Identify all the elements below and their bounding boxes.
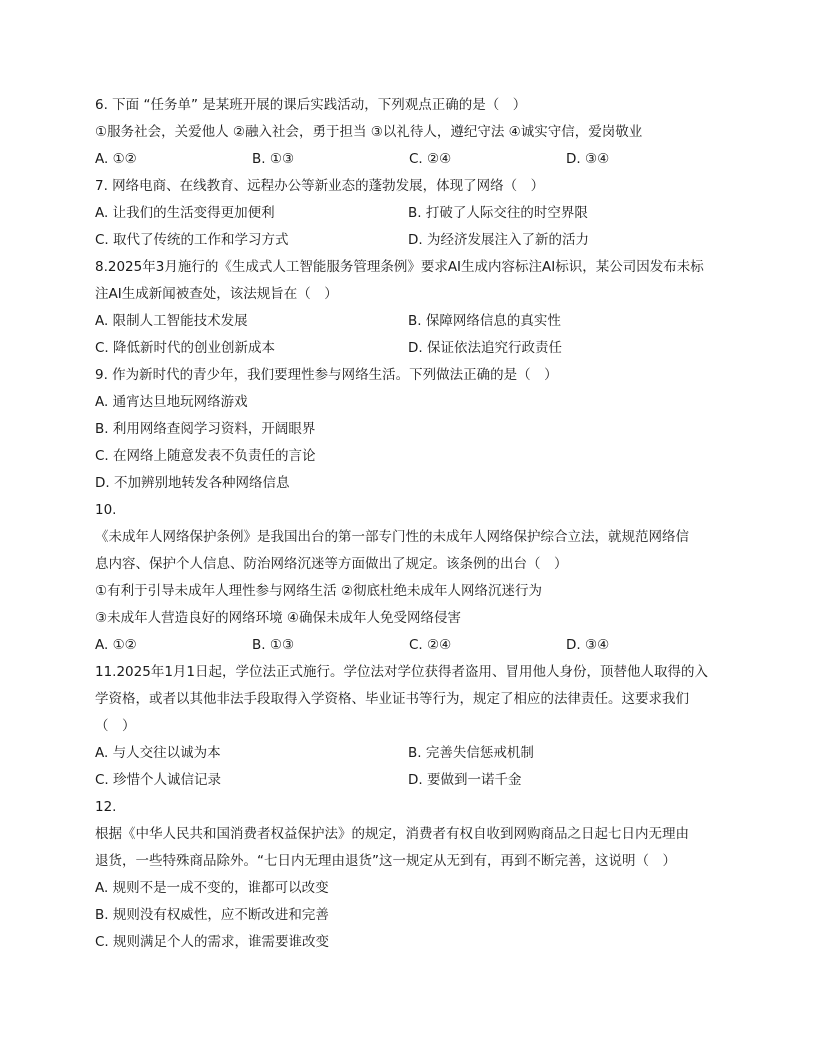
option-b: B. 规则没有权威性，应不断改进和完善 — [95, 907, 329, 923]
question-11-stem-line1: 11.2025年1月1日起，学位法正式施行。学位法对学位获得者盗用、冒用他人身份，顶替他人取得的入 — [95, 664, 709, 680]
question-12-stem-line2: 退货，一些特殊商品除外。“七日内无理由退货”这一规定从无到有，再到不断完善，这说明（ ） — [95, 853, 676, 869]
question-8-stem-line2: 注AI生成新闻被查处，该法规旨在（ ） — [95, 286, 338, 302]
option-c: C. ②④ — [409, 151, 452, 167]
exam-page — [95, 92, 725, 956]
option-a: A. ①② — [95, 637, 137, 653]
option-b: B. 打破了人际交往的时空界限 — [408, 205, 588, 221]
question-10-options — [95, 632, 725, 659]
question-8-stem-line1: 8.2025年3月施行的《生成式人工智能服务管理条例》要求AI生成内容标注AI标识，某公司因发布未标 — [95, 259, 704, 275]
question-7-options-row2 — [95, 227, 725, 254]
option-c: C. 取代了传统的工作和学习方式 — [95, 232, 289, 248]
option-a: A. 让我们的生活变得更加便利 — [95, 205, 275, 221]
option-b: B. ①③ — [252, 151, 295, 167]
option-a: A. 限制人工智能技术发展 — [95, 313, 248, 329]
question-10-statements-line1: ①有利于引导未成年人理性参与网络生活 ②彻底杜绝未成年人网络沉迷行为 — [95, 583, 542, 599]
question-6-options — [95, 146, 725, 173]
question-8-options-row2 — [95, 335, 725, 362]
question-9-stem: 9. 作为新时代的青少年，我们要理性参与网络生活。下列做法正确的是（ ） — [95, 367, 558, 383]
option-d: D. 为经济发展注入了新的活力 — [408, 232, 589, 248]
question-12-stem-line1: 根据《中华人民共和国消费者权益保护法》的规定，消费者有权自收到网购商品之日起七日内无理由 — [95, 826, 689, 842]
question-11-stem-line2: 学资格，或者以其他非法手段取得入学资格、毕业证书等行为，规定了相应的法律责任。这要求我们 — [95, 691, 689, 707]
question-6-statements: ①服务社会，关爱他人 ②融入社会，勇于担当 ③以礼待人，遵纪守法 ④诚实守信，爱岗敬业 — [95, 124, 643, 140]
question-10-number: 10. — [95, 502, 117, 518]
question-7-options-row1 — [95, 200, 725, 227]
option-a: A. 通宵达旦地玩网络游戏 — [95, 394, 248, 410]
question-11-options-row2 — [95, 767, 725, 794]
question-6-stem: 6. 下面 “任务单” 是某班开展的课后实践活动，下列观点正确的是（ ） — [95, 97, 527, 113]
question-10-stem-line1: 《未成年人网络保护条例》是我国出台的第一部专门性的未成年人网络保护综合立法，就规范网络信 — [95, 529, 689, 545]
option-b: B. 完善失信惩戒机制 — [408, 745, 534, 761]
option-c: C. 珍惜个人诚信记录 — [95, 772, 222, 788]
question-7-stem: 7. 网络电商、在线教育、远程办公等新业态的蓬勃发展，体现了网络（ ） — [95, 178, 545, 194]
option-c: C. 规则满足个人的需求，谁需要谁改变 — [95, 934, 330, 950]
question-10-stem-line2: 息内容、保护个人信息、防治网络沉迷等方面做出了规定。该条例的出台（ ） — [95, 556, 568, 572]
question-8-options-row1 — [95, 308, 725, 335]
option-a: A. 规则不是一成不变的，谁都可以改变 — [95, 880, 329, 896]
option-d: D. 要做到一诺千金 — [408, 772, 522, 788]
option-d: D. ③④ — [566, 637, 610, 653]
question-10-statements-line2: ③未成年人营造良好的网络环境 ④确保未成年人免受网络侵害 — [95, 610, 461, 626]
option-b: B. 保障网络信息的真实性 — [408, 313, 561, 329]
option-c: C. 在网络上随意发表不负责任的言论 — [95, 448, 316, 464]
question-11-options-row1 — [95, 740, 725, 767]
option-d: D. 不加辨别地转发各种网络信息 — [95, 475, 290, 491]
option-b: B. ①③ — [252, 637, 295, 653]
option-c: C. ②④ — [409, 637, 452, 653]
option-c: C. 降低新时代的创业创新成本 — [95, 340, 276, 356]
option-a: A. 与人交往以诚为本 — [95, 745, 221, 761]
option-d: D. 保证依法追究行政责任 — [408, 340, 562, 356]
option-a: A. ①② — [95, 151, 137, 167]
question-11-stem-line3: （ ） — [95, 718, 136, 734]
question-12-number: 12. — [95, 799, 117, 815]
option-b: B. 利用网络查阅学习资料，开阔眼界 — [95, 421, 316, 437]
option-d: D. ③④ — [566, 151, 610, 167]
